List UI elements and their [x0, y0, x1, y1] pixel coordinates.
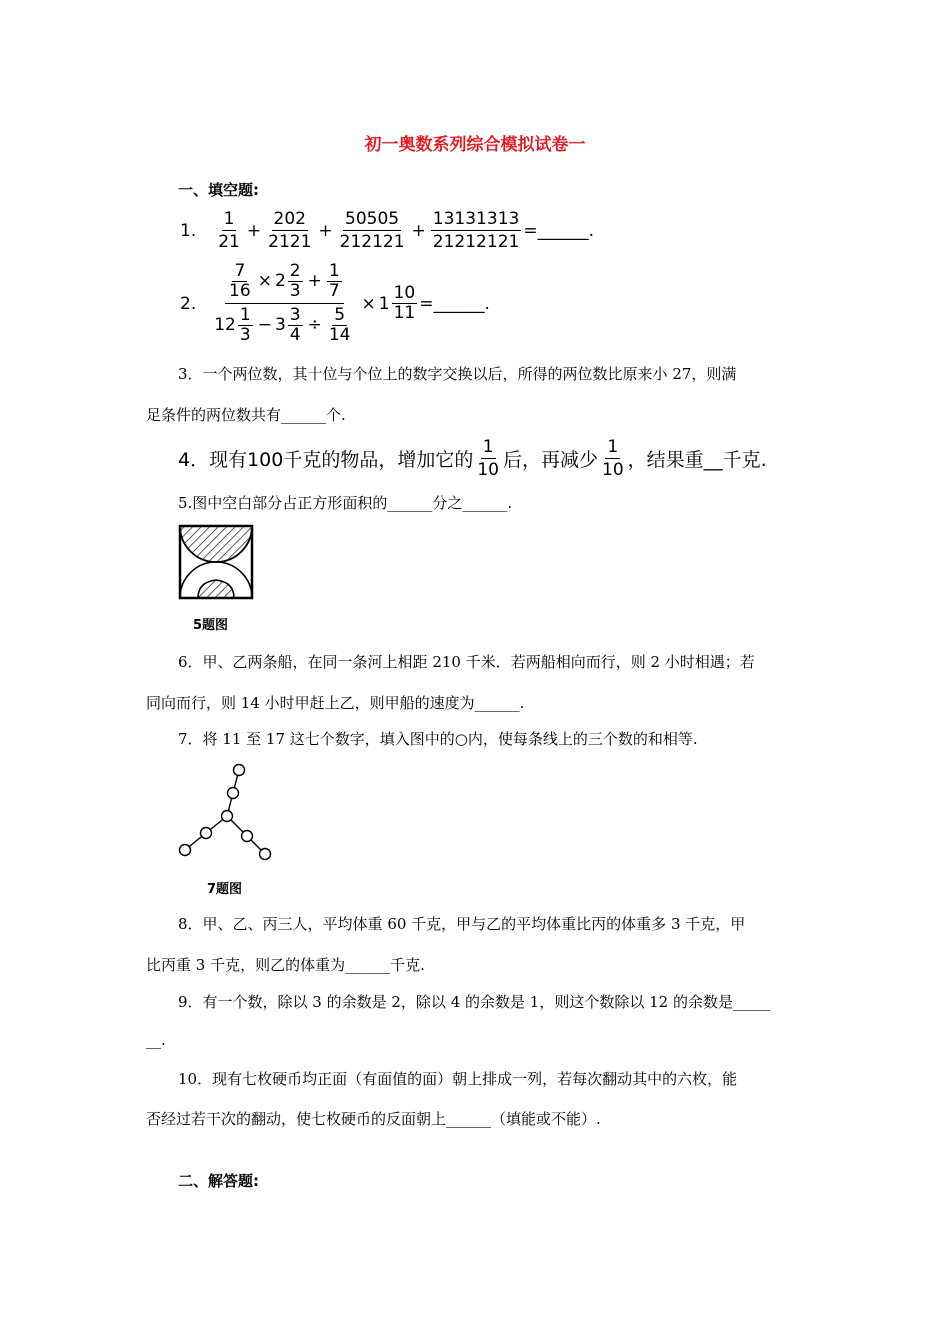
q2-mixed-whole: 1: [378, 293, 390, 314]
section-answer: 二、解答题:: [178, 1172, 259, 1190]
q1-fraction-4: $\frac{13131313}{21212121}$: [432, 209, 520, 252]
q4-text-2: 后，再减少: [503, 449, 599, 471]
q6-line-2: 同向而行，则 14 小时甲赶上乙，则甲船的速度为______.: [146, 694, 525, 712]
q5-figure-caption: 5题图: [193, 618, 229, 633]
q6-line-1: 6．甲、乙两条船，在同一条河上相距 210 千米．若两船相向而行，则 2 小时相遇；若: [178, 653, 755, 671]
q1-fraction-3: $\frac{50505}{212121}$: [339, 209, 405, 252]
q1-fraction-2: $\frac{202}{2121}$: [268, 209, 312, 252]
q4-text-3: ，结果重__千克.: [627, 449, 767, 471]
q7-line-1: 7．将 11 至 17 这七个数字，填入图中的○内，使每条线上的三个数的和相等.: [178, 730, 698, 748]
q7-star-figure: [174, 758, 276, 866]
q10-line-2: 否经过若干次的翻动，使七枚硬币的反面朝上______（填能或不能）.: [146, 1110, 601, 1128]
q3-line-1: 3．一个两位数，其十位与个位上的数字交换以后，所得的两位数比原来小 27，则满: [178, 365, 737, 383]
times-sign: ×: [361, 293, 376, 314]
question-2: [180, 262, 490, 345]
q4-fraction-1: $\frac{1}{10}$: [477, 437, 499, 480]
q3-line-2: 足条件的两位数共有______个.: [146, 406, 346, 424]
q8-line-1: 8．甲、乙、丙三人，平均体重 60 千克，甲与乙的平均体重比丙的体重多 3 千克，甲: [178, 915, 746, 933]
q10-line-1: 10．现有七枚硬币均正面（有面值的面）朝上排成一列，若每次翻动其中的六枚，能: [178, 1070, 738, 1088]
plus-sign: +: [246, 220, 262, 241]
q2-complex-fraction: $\frac{7}{16}$ × 2 $\frac{2}{3}$ + $\frac{1}{7}$ 12 $\frac{1}{3}$ − 3 $\frac{3}{4}$ ÷ $\frac{5}{14}$: [214, 261, 351, 345]
q2-answer-blank: =______.: [419, 293, 490, 314]
q1-number: 1.: [180, 220, 197, 241]
q1-fraction-1: $\frac{1}{21}$: [218, 209, 240, 252]
q9-line-2: __.: [146, 1031, 166, 1049]
plus-sign: +: [318, 220, 333, 241]
question-4: [178, 436, 767, 481]
q1-answer-blank: =______.: [523, 220, 594, 241]
q2-number: 2.: [180, 293, 197, 314]
section-fill-in: 一、填空题:: [178, 181, 259, 199]
q5-line-1: 5.图中空白部分占正方形面积的______分之______.: [178, 494, 513, 512]
q7-figure-caption: 7题图: [207, 882, 243, 897]
q8-line-2: 比丙重 3 千克，则乙的体重为______千克.: [146, 956, 425, 974]
q2-mixed-fraction: $\frac{10}{11}$: [393, 283, 416, 323]
q9-line-1: 9．有一个数，除以 3 的余数是 2，除以 4 的余数是 1，则这个数除以 12 的余数是_____: [178, 993, 771, 1011]
q5-square-figure: [178, 524, 254, 600]
page-title: 初一奥数系列综合模拟试卷一: [364, 135, 586, 155]
q4-text-1: 4．现有100千克的物品，增加它的: [178, 449, 474, 471]
question-1: [180, 208, 594, 253]
plus-sign: +: [411, 220, 426, 241]
q4-fraction-2: $\frac{1}{10}$: [602, 437, 624, 480]
